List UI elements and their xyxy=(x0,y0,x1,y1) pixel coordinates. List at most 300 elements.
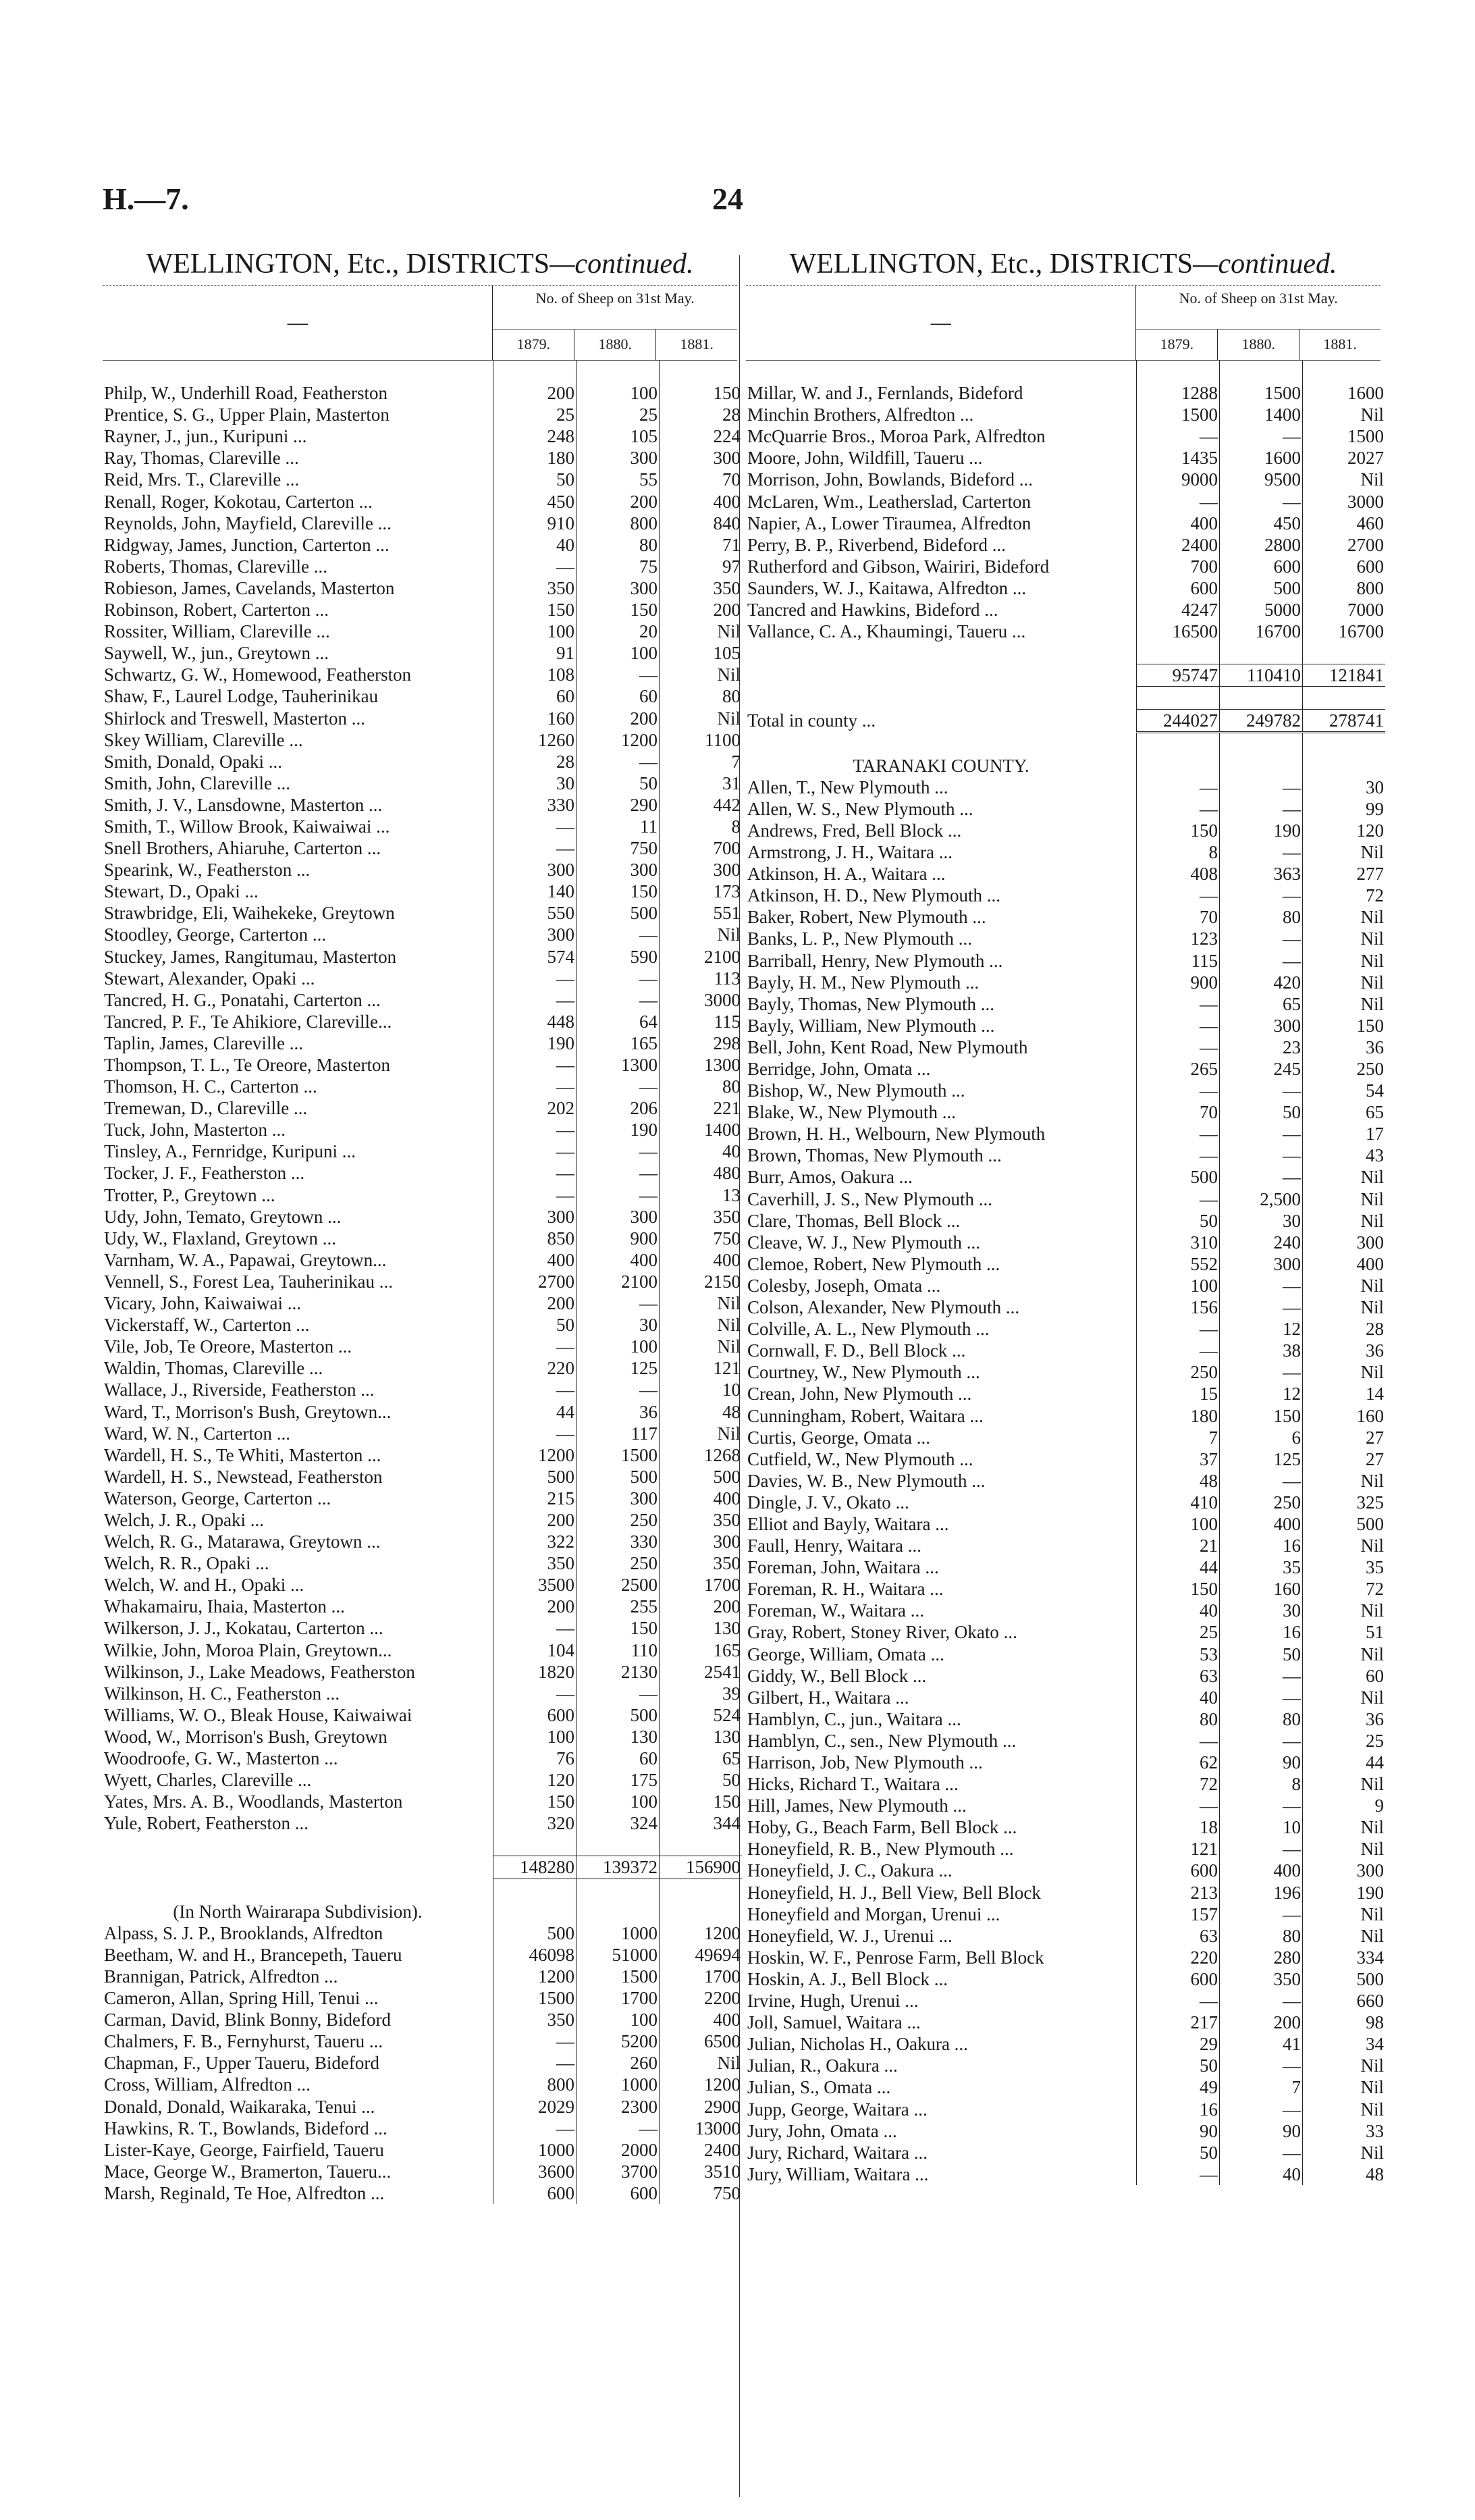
sheep-1879: 220 xyxy=(1137,1947,1220,1968)
owner-name: Marsh, Reginald, Te Hoe, Alfredton ... xyxy=(104,2182,385,2203)
table-row xyxy=(746,906,1385,928)
sheep-1880: 300 xyxy=(1220,1253,1303,1275)
sheep-1879: 100 xyxy=(1137,1513,1220,1535)
county-total-row xyxy=(746,709,1385,732)
sheep-1881: 80 xyxy=(660,1076,743,1097)
sheep-1880: 245 xyxy=(1220,1058,1303,1080)
sheep-1880: 100 xyxy=(576,2009,660,2030)
sheep-1881: 65 xyxy=(1303,1101,1386,1123)
sheep-1880: 11 xyxy=(576,816,660,837)
sheep-1879: 2029 xyxy=(493,2096,576,2118)
sheep-1881: 113 xyxy=(660,968,743,989)
sheep-1881: Nil xyxy=(1303,993,1386,1015)
owner-name: Renall, Roger, Kokotau, Carterton ... xyxy=(104,491,373,512)
sheep-1879: 95747 xyxy=(1137,664,1220,687)
sheep-1879: 600 xyxy=(1137,1860,1220,1881)
header-year-1881: 1881. xyxy=(1299,330,1380,360)
sheep-1881: 500 xyxy=(660,1466,743,1488)
owner-name: Rossiter, William, Clareville ... xyxy=(104,621,330,642)
owner-name: Gray, Robert, Stoney River, Okato ... xyxy=(747,1622,1017,1643)
sheep-1879: — xyxy=(493,1379,576,1400)
sheep-1880: 255 xyxy=(576,1596,660,1617)
sheep-1880: — xyxy=(576,664,660,685)
sheep-1880: 420 xyxy=(1220,972,1303,993)
sheep-1880: 500 xyxy=(576,1704,660,1726)
sheep-1880: 30 xyxy=(1220,1210,1303,1232)
owner-name: Schwartz, G. W., Homewood, Featherston xyxy=(104,664,412,685)
sheep-1879: 1820 xyxy=(493,1661,576,1683)
sheep-1880: — xyxy=(1220,425,1303,447)
owner-name: Ward, W. N., Carterton ... xyxy=(104,1423,291,1444)
owner-name: Bell, John, Kent Road, New Plymouth xyxy=(747,1036,1028,1057)
sheep-1881: 130 xyxy=(660,1617,743,1639)
owner-name: Cornwall, F. D., Bell Block ... xyxy=(747,1340,966,1361)
header-year-1880: 1880. xyxy=(1217,330,1299,360)
owner-name xyxy=(746,664,1137,687)
table-row xyxy=(746,885,1385,906)
sheep-1879: 700 xyxy=(1137,556,1220,577)
table-row xyxy=(746,1773,1385,1795)
sheep-1880: 250 xyxy=(576,1552,660,1574)
owner-name: Bayly, H. M., New Plymouth ... xyxy=(747,972,980,993)
owner-name: Allen, T., New Plymouth ... xyxy=(747,777,948,797)
sheep-1880: 175 xyxy=(576,1769,660,1791)
table-row xyxy=(103,1683,742,1704)
owner-name: Beetham, W. and H., Brancepeth, Taueru xyxy=(104,1944,402,1965)
table-row xyxy=(746,1210,1385,1232)
table-row xyxy=(103,1944,742,1966)
table-row xyxy=(746,950,1385,972)
sheep-1881: 1300 xyxy=(660,1054,743,1076)
sheep-1879: — xyxy=(1137,1318,1220,1340)
sheep-1881: 200 xyxy=(660,599,743,621)
sheep-1881: 1200 xyxy=(660,2074,743,2095)
sheep-1879: 1200 xyxy=(493,1966,576,1987)
sheep-1881: 150 xyxy=(1303,1015,1386,1036)
column-title xyxy=(103,243,737,285)
sheep-1879: 40 xyxy=(1137,1687,1220,1708)
sheep-1881: Nil xyxy=(660,1314,743,1336)
table-row xyxy=(103,577,742,599)
sheep-1879: — xyxy=(493,2052,576,2074)
sheep-1879: 3600 xyxy=(493,2161,576,2182)
owner-name: Stewart, D., Opaki ... xyxy=(104,881,259,902)
owner-name: Caverhill, J. S., New Plymouth ... xyxy=(747,1188,992,1209)
owner-name: McLaren, Wm., Leatherslad, Carterton xyxy=(747,491,1031,512)
sheep-1879: 900 xyxy=(1137,972,1220,993)
table-row xyxy=(103,1509,742,1531)
sheep-1879: — xyxy=(493,1423,576,1444)
sheep-1879: 48 xyxy=(1137,1470,1220,1492)
sheep-1879: 250 xyxy=(1137,1361,1220,1383)
table-row xyxy=(103,881,742,902)
sheep-1879: 91 xyxy=(493,642,576,664)
subdivision-heading-text: (In North Wairarapa Subdivision). xyxy=(173,1901,423,1922)
sheep-1880: 9500 xyxy=(1220,469,1303,490)
sheep-1881: Nil xyxy=(1303,469,1386,490)
sheep-1880: 25 xyxy=(576,404,660,425)
table-row xyxy=(746,2120,1385,2142)
sheep-1881: 442 xyxy=(660,794,743,816)
owner-name: Honeyfield, J. C., Oakura ... xyxy=(747,1860,953,1881)
table-row xyxy=(103,1769,742,1791)
table-row xyxy=(746,841,1385,863)
table-row xyxy=(103,1119,742,1140)
sheep-1879: 50 xyxy=(1137,2142,1220,2163)
sheep-1879: 100 xyxy=(1137,1275,1220,1296)
sheep-1879: 60 xyxy=(493,685,576,707)
sheep-1879: 408 xyxy=(1137,863,1220,885)
owner-name: Elliot and Bayly, Waitara ... xyxy=(747,1513,949,1534)
sheep-1881: 400 xyxy=(660,2009,743,2030)
owner-name: Shirlock and Treswell, Masterton ... xyxy=(104,708,365,729)
sheep-1880: 363 xyxy=(1220,863,1303,885)
table-row xyxy=(103,685,742,707)
table-row xyxy=(103,382,742,404)
table-row xyxy=(103,1140,742,1162)
sheep-1880: 300 xyxy=(576,1206,660,1228)
header-year-1881: 1881. xyxy=(655,330,737,360)
table-row xyxy=(103,556,742,577)
owner-name: Perry, B. P., Riverbend, Bideford ... xyxy=(747,534,1006,555)
sheep-1881: 7000 xyxy=(1303,599,1386,621)
sheep-1879: 44 xyxy=(1137,1556,1220,1578)
table-row xyxy=(103,1423,742,1444)
table-row xyxy=(746,469,1385,490)
owner-name: Napier, A., Lower Tiraumea, Alfredton xyxy=(747,513,1031,533)
owner-name: Ward, T., Morrison's Bush, Greytown... xyxy=(104,1401,392,1422)
sheep-1880: 110410 xyxy=(1220,664,1303,687)
owner-name: Philp, W., Underhill Road, Featherston xyxy=(104,383,387,404)
owner-name: Bayly, William, New Plymouth ... xyxy=(747,1015,995,1036)
table-row xyxy=(746,863,1385,885)
sheep-1881: 2150 xyxy=(660,1271,743,1292)
sheep-1880: — xyxy=(1220,1665,1303,1687)
table-row xyxy=(103,1271,742,1292)
sheep-1879: — xyxy=(493,989,576,1011)
owner-name: Tocker, J. F., Featherston ... xyxy=(104,1163,305,1184)
sheep-1880: — xyxy=(1220,1904,1303,1925)
table-row xyxy=(103,1228,742,1249)
sheep-1881: 221 xyxy=(660,1097,743,1119)
sheep-1881: 39 xyxy=(660,1683,743,1704)
table-row xyxy=(746,1860,1385,1881)
table-row xyxy=(103,1401,742,1423)
table-row xyxy=(103,1661,742,1683)
sheep-1880: 2000 xyxy=(576,2139,660,2161)
table-row xyxy=(103,924,742,945)
owner-name: Tancred and Hawkins, Bideford ... xyxy=(747,600,998,621)
sheep-1879: 28 xyxy=(493,751,576,772)
sheep-1881: 25 xyxy=(1303,1730,1386,1752)
sheep-1880: 41 xyxy=(1220,2033,1303,2055)
column-title-continued: —continued. xyxy=(549,248,694,280)
sheep-1879: 63 xyxy=(1137,1665,1220,1687)
sheep-1881: Nil xyxy=(1303,1925,1386,1947)
owner-name: Cunningham, Robert, Waitara ... xyxy=(747,1405,984,1426)
sheep-1879: 1500 xyxy=(493,1987,576,2009)
sheep-1881: 8 xyxy=(660,816,743,837)
sheep-1879: — xyxy=(493,1617,576,1639)
table-row xyxy=(103,642,742,664)
table-row xyxy=(746,1730,1385,1752)
sheep-1880: 80 xyxy=(1220,1925,1303,1947)
table-row xyxy=(103,1596,742,1617)
sheep-1879: — xyxy=(1137,1036,1220,1058)
spacer-row xyxy=(746,687,1385,709)
owner-name: Burr, Amos, Oakura ... xyxy=(747,1167,913,1188)
sheep-1879: — xyxy=(493,2030,576,2052)
sheep-1880: 400 xyxy=(576,1249,660,1271)
owner-name: Wardell, H. S., Newstead, Featherston xyxy=(104,1466,383,1487)
table-row xyxy=(746,1058,1385,1080)
sheep-1879: 1435 xyxy=(1137,447,1220,469)
sheep-1879: — xyxy=(493,1076,576,1097)
table-row xyxy=(103,2030,742,2052)
sheep-1879: 50 xyxy=(493,469,576,490)
table-row xyxy=(103,1466,742,1488)
owner-name: Vile, Job, Te Oreore, Masterton ... xyxy=(104,1336,352,1357)
owner-name: Lister-Kaye, George, Fairfield, Taueru xyxy=(104,2139,384,2160)
owner-name: Foreman, W., Waitara ... xyxy=(747,1600,925,1621)
table-row xyxy=(746,621,1385,642)
table-row xyxy=(103,946,742,968)
sheep-1881: 35 xyxy=(1303,1556,1386,1578)
sheep-1879: — xyxy=(493,1140,576,1162)
sheep-1880: — xyxy=(1220,1123,1303,1145)
sheep-1880: 80 xyxy=(1220,1708,1303,1730)
owner-name: Colson, Alexander, New Plymouth ... xyxy=(747,1297,1020,1318)
county-heading xyxy=(746,755,1385,777)
table-row xyxy=(103,1444,742,1466)
table-row xyxy=(746,1578,1385,1600)
sheep-1881: 60 xyxy=(1303,1665,1386,1687)
sheep-1881: 28 xyxy=(1303,1318,1386,1340)
header-sheep-group xyxy=(1135,286,1380,360)
owner-name: Trotter, P., Greytown ... xyxy=(104,1184,275,1205)
header-sheep-group xyxy=(492,286,737,360)
sheep-1881: 51 xyxy=(1303,1621,1386,1643)
sheep-1881: 156900 xyxy=(660,1856,743,1879)
table-row xyxy=(103,2161,742,2182)
table-row xyxy=(746,972,1385,993)
owner-name: Tremewan, D., Clareville ... xyxy=(104,1098,308,1119)
sheep-1881: 44 xyxy=(1303,1752,1386,1773)
sheep-1879: 213 xyxy=(1137,1882,1220,1904)
sheep-1879: — xyxy=(1137,993,1220,1015)
owner-name: Foreman, R. H., Waitara ... xyxy=(747,1579,944,1600)
table-row xyxy=(746,1556,1385,1578)
table-row xyxy=(746,2012,1385,2033)
sheep-1879: 550 xyxy=(493,902,576,924)
sheep-1879: 29 xyxy=(1137,2033,1220,2055)
sheep-1880: — xyxy=(1220,798,1303,820)
sheep-1880: 1500 xyxy=(576,1966,660,1987)
sheep-1879: 200 xyxy=(493,1596,576,1617)
sheep-1881: Nil xyxy=(1303,1838,1386,1860)
owner-name: Clare, Thomas, Bell Block ... xyxy=(747,1210,961,1231)
sheep-1881: 121 xyxy=(660,1357,743,1379)
table-row xyxy=(746,1968,1385,1990)
sheep-1880: 16700 xyxy=(1220,621,1303,642)
table-row xyxy=(103,1054,742,1076)
sheep-1881: 2200 xyxy=(660,1987,743,2009)
owner-name: Taplin, James, Clareville ... xyxy=(104,1032,304,1053)
sheep-1881: Nil xyxy=(1303,972,1386,993)
sheep-1881: 200 xyxy=(660,1596,743,1617)
sheep-1881: 400 xyxy=(660,491,743,513)
sheep-1880: 500 xyxy=(1220,577,1303,599)
sheep-1879: 100 xyxy=(493,1726,576,1748)
sheep-1879: — xyxy=(493,2118,576,2139)
table-row xyxy=(103,1531,742,1552)
sheep-1880: 23 xyxy=(1220,1036,1303,1058)
sheep-1881: 150 xyxy=(660,382,743,404)
owner-name: Atkinson, H. A., Waitara ... xyxy=(747,864,946,885)
sheep-1879: — xyxy=(1137,1015,1220,1036)
sheep-1879: 1200 xyxy=(493,1444,576,1466)
table-row xyxy=(746,382,1385,404)
document-id: H.—7. xyxy=(103,182,189,216)
sheep-1880: 350 xyxy=(1220,1968,1303,1990)
table-row xyxy=(103,816,742,837)
table-row xyxy=(746,1947,1385,1968)
column-title xyxy=(746,243,1380,285)
sheep-1881: 165 xyxy=(660,1639,743,1661)
sheep-1880: 51000 xyxy=(576,1944,660,1966)
owner-name: Wilkinson, H. C., Featherston ... xyxy=(104,1683,340,1704)
sheep-1879: 400 xyxy=(493,1249,576,1271)
sheep-1880: 30 xyxy=(576,1314,660,1336)
sheep-1879: 123 xyxy=(1137,928,1220,949)
owner-name: Gilbert, H., Waitara ... xyxy=(747,1687,909,1708)
sheep-1881: 120 xyxy=(1303,820,1386,841)
table-row xyxy=(103,902,742,924)
sheep-1881: Nil xyxy=(660,924,743,945)
sheep-1880: — xyxy=(576,1292,660,1314)
table-row xyxy=(746,1904,1385,1925)
sheep-1879: — xyxy=(493,968,576,989)
sheep-1879: 200 xyxy=(493,1292,576,1314)
table-row xyxy=(746,1448,1385,1470)
sheep-1879: — xyxy=(493,1184,576,1206)
table-row xyxy=(746,1882,1385,1904)
sheep-1880: 750 xyxy=(576,837,660,859)
owner-name: Williams, W. O., Bleak House, Kaiwaiwai xyxy=(104,1704,412,1725)
owner-name: Ray, Thomas, Clareville ... xyxy=(104,448,299,469)
right-table xyxy=(746,361,1385,2185)
table-row xyxy=(103,989,742,1011)
table-row xyxy=(746,1405,1385,1427)
table-row xyxy=(746,1492,1385,1513)
owner-name: Smith, J. V., Lansdowne, Masterton ... xyxy=(104,794,383,815)
sheep-1879: — xyxy=(493,837,576,859)
sheep-1879: 70 xyxy=(1137,906,1220,928)
sheep-1880: 16 xyxy=(1220,1535,1303,1556)
sheep-1879: — xyxy=(1137,1795,1220,1816)
sheep-1881: 1100 xyxy=(660,729,743,751)
sheep-1879: 62 xyxy=(1137,1752,1220,1773)
sheep-1879: 190 xyxy=(493,1032,576,1054)
sheep-1881: 277 xyxy=(1303,863,1386,885)
sheep-1881: 660 xyxy=(1303,1990,1386,2012)
sheep-1880: — xyxy=(1220,1145,1303,1166)
owner-name: Prentice, S. G., Upper Plain, Masterton xyxy=(104,404,390,425)
sheep-1880: 1600 xyxy=(1220,447,1303,469)
owner-name: Robieson, James, Cavelands, Masterton xyxy=(104,577,395,598)
owner-name: Saywell, W., jun., Greytown ... xyxy=(104,643,329,664)
owner-name: Barriball, Henry, New Plymouth ... xyxy=(747,950,1003,971)
sheep-1881: 13 xyxy=(660,1184,743,1206)
sheep-1880: 324 xyxy=(576,1812,660,1834)
sheep-1881: 10 xyxy=(660,1379,743,1400)
table-row xyxy=(103,2052,742,2074)
sheep-1881: Nil xyxy=(1303,928,1386,949)
left-table xyxy=(103,361,742,2204)
sheep-1880: 800 xyxy=(576,513,660,534)
table-row xyxy=(746,1253,1385,1275)
sheep-1881: Nil xyxy=(1303,1296,1386,1318)
table-row xyxy=(103,968,742,989)
owner-name: Yule, Robert, Featherston ... xyxy=(104,1813,309,1834)
owner-name: George, William, Omata ... xyxy=(747,1644,944,1664)
table-row xyxy=(746,1188,1385,1210)
sheep-1879: 25 xyxy=(1137,1621,1220,1643)
sheep-1881: 36 xyxy=(1303,1708,1386,1730)
sheep-1879: 330 xyxy=(493,794,576,816)
sheep-1880: 75 xyxy=(576,556,660,577)
sheep-1881: Nil xyxy=(1303,2099,1386,2120)
sheep-1881: 800 xyxy=(1303,577,1386,599)
sheep-1880: 196 xyxy=(1220,1882,1303,1904)
table-row xyxy=(746,1470,1385,1492)
sheep-1879: 8 xyxy=(1137,841,1220,863)
table-row xyxy=(103,1379,742,1400)
column-title-continued: —continued. xyxy=(1193,248,1337,280)
sheep-1880: 240 xyxy=(1220,1232,1303,1253)
sheep-1879: 120 xyxy=(493,1769,576,1791)
owner-name: Jury, Richard, Waitara ... xyxy=(747,2142,928,2163)
sheep-1879: 910 xyxy=(493,513,576,534)
owner-name: Smith, T., Willow Brook, Kaiwaiwai ... xyxy=(104,816,390,837)
sheep-1879: 1288 xyxy=(1137,382,1220,404)
sheep-1879: 53 xyxy=(1137,1644,1220,1665)
sheep-1880: 6 xyxy=(1220,1427,1303,1448)
sheep-1881: 1400 xyxy=(660,1119,743,1140)
sheep-1879: 3500 xyxy=(493,1574,576,1596)
sheep-1881: 31 xyxy=(660,772,743,794)
table-row xyxy=(103,2096,742,2118)
owner-name: Crean, John, New Plymouth ... xyxy=(747,1384,972,1405)
sheep-1880: 900 xyxy=(576,1228,660,1249)
table-row xyxy=(103,1184,742,1206)
owner-name: Thomson, H. C., Carterton ... xyxy=(104,1076,317,1097)
sheep-1881: 65 xyxy=(660,1748,743,1769)
sheep-1879: — xyxy=(1137,1145,1220,1166)
sheep-1881: Nil xyxy=(1303,1687,1386,1708)
table-row xyxy=(103,404,742,425)
sheep-1879: 1260 xyxy=(493,729,576,751)
table-row xyxy=(103,1488,742,1509)
sheep-1879: 148280 xyxy=(493,1856,576,1879)
sheep-1881: 400 xyxy=(1303,1253,1386,1275)
sheep-1879: 350 xyxy=(493,1552,576,1574)
sheep-1880: 100 xyxy=(576,1791,660,1812)
sheep-1880: 130 xyxy=(576,1726,660,1748)
sheep-1879: 300 xyxy=(493,859,576,881)
spacer-row xyxy=(103,361,742,382)
sheep-1880: 100 xyxy=(576,1336,660,1357)
